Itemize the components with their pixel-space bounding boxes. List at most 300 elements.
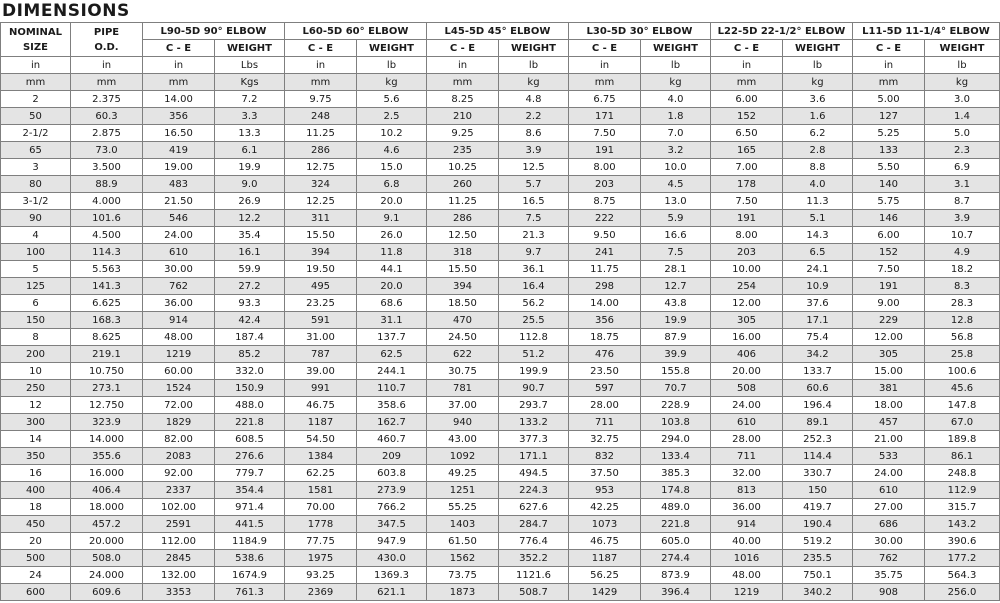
table-cell: 7.50 — [853, 261, 925, 278]
table-cell: 324 — [285, 176, 357, 193]
header-weight: WEIGHT — [215, 40, 285, 57]
table-cell: 273.1 — [71, 380, 143, 397]
table-cell: 488.0 — [215, 397, 285, 414]
table-cell: 546 — [143, 210, 215, 227]
table-cell: 8.00 — [569, 159, 641, 176]
table-cell: 9.1 — [357, 210, 427, 227]
table-cell: 1.6 — [783, 108, 853, 125]
table-cell: 2-1/2 — [1, 125, 71, 142]
table-cell: 48.00 — [143, 329, 215, 346]
table-cell: 610 — [853, 482, 925, 499]
table-cell: 162.7 — [357, 414, 427, 431]
table-cell: 766.2 — [357, 499, 427, 516]
table-cell: 1219 — [143, 346, 215, 363]
table-cell: 1121.6 — [499, 567, 569, 584]
table-cell: 60.00 — [143, 363, 215, 380]
table-cell: 190.4 — [783, 516, 853, 533]
table-cell: 12.8 — [925, 312, 1000, 329]
table-cell: 62.25 — [285, 465, 357, 482]
table-cell: 750.1 — [783, 567, 853, 584]
unit-cell: lb — [641, 57, 711, 74]
table-cell: 143.2 — [925, 516, 1000, 533]
table-cell: 686 — [853, 516, 925, 533]
table-cell: 196.4 — [783, 397, 853, 414]
table-cell: 711 — [711, 448, 783, 465]
table-cell: 23.50 — [569, 363, 641, 380]
table-cell: 203 — [569, 176, 641, 193]
table-cell: 947.9 — [357, 533, 427, 550]
unit-cell: lb — [499, 57, 569, 74]
table-cell: 6.00 — [853, 227, 925, 244]
table-cell: 2083 — [143, 448, 215, 465]
table-row — [1, 550, 1000, 567]
table-cell: 11.75 — [569, 261, 641, 278]
table-cell: 24.1 — [783, 261, 853, 278]
table-cell: 600 — [1, 584, 71, 601]
table-cell: 6.75 — [569, 91, 641, 108]
table-cell: 603.8 — [357, 465, 427, 482]
table-cell: 235 — [427, 142, 499, 159]
table-cell: 127 — [853, 108, 925, 125]
header-nominal-size-line1: NOMINAL — [8, 26, 63, 38]
table-cell: 813 — [711, 482, 783, 499]
table-cell: 16.6 — [641, 227, 711, 244]
table-cell: 4.500 — [71, 227, 143, 244]
table-cell: 318 — [427, 244, 499, 261]
table-cell: 11.25 — [427, 193, 499, 210]
table-cell: 347.5 — [357, 516, 427, 533]
table-cell: 88.9 — [71, 176, 143, 193]
table-cell: 419.7 — [783, 499, 853, 516]
table-cell: 1219 — [711, 584, 783, 601]
table-cell: 16.00 — [711, 329, 783, 346]
table-cell: 7.50 — [569, 125, 641, 142]
table-cell: 9.7 — [499, 244, 569, 261]
table-cell: 605.0 — [641, 533, 711, 550]
table-cell: 7.5 — [641, 244, 711, 261]
header-pipe-od — [71, 23, 143, 57]
table-row — [1, 210, 1000, 227]
table-cell: 44.1 — [357, 261, 427, 278]
table-cell: 27.2 — [215, 278, 285, 295]
table-cell: 21.3 — [499, 227, 569, 244]
table-row — [1, 482, 1000, 499]
table-cell: 610 — [711, 414, 783, 431]
table-cell: 538.6 — [215, 550, 285, 567]
table-cell: 24.00 — [711, 397, 783, 414]
table-cell: 62.5 — [357, 346, 427, 363]
table-cell: 7.00 — [711, 159, 783, 176]
table-cell: 36.00 — [143, 295, 215, 312]
table-cell: 10.2 — [357, 125, 427, 142]
table-cell: 209 — [357, 448, 427, 465]
table-cell: 20.0 — [357, 278, 427, 295]
table-cell: 70.7 — [641, 380, 711, 397]
table-cell: 174.8 — [641, 482, 711, 499]
table-cell: 65 — [1, 142, 71, 159]
table-cell: 42.25 — [569, 499, 641, 516]
table-cell: 100 — [1, 244, 71, 261]
table-cell: 12.7 — [641, 278, 711, 295]
table-cell: 340.2 — [783, 584, 853, 601]
table-cell: 54.50 — [285, 431, 357, 448]
table-cell: 10 — [1, 363, 71, 380]
table-cell: 56.8 — [925, 329, 1000, 346]
table-cell: 191 — [711, 210, 783, 227]
unit-cell: mm — [143, 74, 215, 91]
header-ce: C - E — [853, 40, 925, 57]
table-cell: 5.25 — [853, 125, 925, 142]
table-row — [1, 516, 1000, 533]
table-cell: 315.7 — [925, 499, 1000, 516]
table-cell: 252.3 — [783, 431, 853, 448]
table-cell: 133 — [853, 142, 925, 159]
table-cell: 519.2 — [783, 533, 853, 550]
table-cell: 286 — [427, 210, 499, 227]
table-cell: 2.2 — [499, 108, 569, 125]
table-cell: 406.4 — [71, 482, 143, 499]
table-cell: 430.0 — [357, 550, 427, 567]
table-cell: 37.50 — [569, 465, 641, 482]
table-cell: 171.1 — [499, 448, 569, 465]
table-cell: 5.0 — [925, 125, 1000, 142]
table-cell: 762 — [853, 550, 925, 567]
table-cell: 24.50 — [427, 329, 499, 346]
table-cell: 7.0 — [641, 125, 711, 142]
table-cell: 7.2 — [215, 91, 285, 108]
table-cell: 20.00 — [711, 363, 783, 380]
table-cell: 85.2 — [215, 346, 285, 363]
table-cell: 5.6 — [357, 91, 427, 108]
table-cell: 914 — [711, 516, 783, 533]
table-cell: 5.50 — [853, 159, 925, 176]
table-cell: 73.0 — [71, 142, 143, 159]
table-cell: 1016 — [711, 550, 783, 567]
table-cell: 210 — [427, 108, 499, 125]
table-cell: 908 — [853, 584, 925, 601]
table-cell: 10.25 — [427, 159, 499, 176]
table-cell: 1581 — [285, 482, 357, 499]
unit-cell: lb — [357, 57, 427, 74]
table-cell: 25.8 — [925, 346, 1000, 363]
table-row — [1, 91, 1000, 108]
table-cell: 51.2 — [499, 346, 569, 363]
table-cell: 36.00 — [711, 499, 783, 516]
unit-cell: kg — [357, 74, 427, 91]
table-cell: 4.0 — [641, 91, 711, 108]
table-cell: 971.4 — [215, 499, 285, 516]
table-cell: 1674.9 — [215, 567, 285, 584]
table-cell: 8.3 — [925, 278, 1000, 295]
table-row — [1, 431, 1000, 448]
table-row — [1, 448, 1000, 465]
table-cell: 2 — [1, 91, 71, 108]
table-cell: 1187 — [569, 550, 641, 567]
table-cell: 9.0 — [215, 176, 285, 193]
table-cell: 305 — [711, 312, 783, 329]
table-cell: 483 — [143, 176, 215, 193]
table-cell: 32.00 — [711, 465, 783, 482]
table-cell: 224.3 — [499, 482, 569, 499]
table-cell: 457 — [853, 414, 925, 431]
table-cell: 533 — [853, 448, 925, 465]
table-cell: 168.3 — [71, 312, 143, 329]
table-cell: 32.75 — [569, 431, 641, 448]
table-cell: 276.6 — [215, 448, 285, 465]
table-cell: 10.750 — [71, 363, 143, 380]
table-cell: 82.00 — [143, 431, 215, 448]
table-cell: 1384 — [285, 448, 357, 465]
table-cell: 508.7 — [499, 584, 569, 601]
table-cell: 187.4 — [215, 329, 285, 346]
table-cell: 12.25 — [285, 193, 357, 210]
table-cell: 150 — [783, 482, 853, 499]
table-cell: 137.7 — [357, 329, 427, 346]
table-cell: 24.000 — [71, 567, 143, 584]
table-cell: 14.000 — [71, 431, 143, 448]
table-cell: 221.8 — [215, 414, 285, 431]
table-cell: 394 — [427, 278, 499, 295]
table-cell: 284.7 — [499, 516, 569, 533]
table-cell: 6.8 — [357, 176, 427, 193]
table-cell: 2591 — [143, 516, 215, 533]
table-cell: 141.3 — [71, 278, 143, 295]
units-row-imperial — [1, 57, 1000, 74]
table-cell: 189.8 — [925, 431, 1000, 448]
table-cell: 248.8 — [925, 465, 1000, 482]
table-cell: 228.9 — [641, 397, 711, 414]
table-cell: 1.8 — [641, 108, 711, 125]
table-cell: 300 — [1, 414, 71, 431]
table-cell: 35.4 — [215, 227, 285, 244]
units-row-metric — [1, 74, 1000, 91]
table-cell: 72.00 — [143, 397, 215, 414]
table-cell: 50 — [1, 108, 71, 125]
table-cell: 191 — [569, 142, 641, 159]
table-cell: 114.4 — [783, 448, 853, 465]
table-cell: 77.75 — [285, 533, 357, 550]
table-cell: 298 — [569, 278, 641, 295]
table-cell: 7.50 — [711, 193, 783, 210]
table-cell: 18.50 — [427, 295, 499, 312]
table-cell: 1.4 — [925, 108, 1000, 125]
table-cell: 100.6 — [925, 363, 1000, 380]
table-cell: 609.6 — [71, 584, 143, 601]
table-cell: 60.3 — [71, 108, 143, 125]
table-cell: 13.0 — [641, 193, 711, 210]
table-cell: 355.6 — [71, 448, 143, 465]
table-cell: 28.3 — [925, 295, 1000, 312]
table-cell: 34.2 — [783, 346, 853, 363]
table-cell: 90.7 — [499, 380, 569, 397]
table-cell: 8.625 — [71, 329, 143, 346]
table-cell: 508 — [711, 380, 783, 397]
table-cell: 10.9 — [783, 278, 853, 295]
table-cell: 43.8 — [641, 295, 711, 312]
table-cell: 2.875 — [71, 125, 143, 142]
unit-cell: mm — [853, 74, 925, 91]
table-cell: 1092 — [427, 448, 499, 465]
table-cell: 55.25 — [427, 499, 499, 516]
table-cell: 4.9 — [925, 244, 1000, 261]
table-cell: 377.3 — [499, 431, 569, 448]
table-row — [1, 176, 1000, 193]
table-cell: 12.2 — [215, 210, 285, 227]
table-row — [1, 278, 1000, 295]
table-cell: 953 — [569, 482, 641, 499]
dimensions-table — [0, 22, 1000, 601]
table-cell: 352.2 — [499, 550, 569, 567]
table-cell: 110.7 — [357, 380, 427, 397]
header-weight: WEIGHT — [641, 40, 711, 57]
table-cell: 597 — [569, 380, 641, 397]
table-cell: 1778 — [285, 516, 357, 533]
unit-cell: in — [1, 57, 71, 74]
table-cell: 3 — [1, 159, 71, 176]
table-row — [1, 465, 1000, 482]
table-cell: 30.00 — [143, 261, 215, 278]
table-row — [1, 244, 1000, 261]
table-cell: 30.00 — [853, 533, 925, 550]
table-cell: 2.8 — [783, 142, 853, 159]
table-row — [1, 414, 1000, 431]
unit-cell: kg — [641, 74, 711, 91]
header-group-l45: L45-5D 45° ELBOW — [427, 23, 569, 40]
table-cell: 1975 — [285, 550, 357, 567]
table-cell: 256.0 — [925, 584, 1000, 601]
table-cell: 4.5 — [641, 176, 711, 193]
table-cell: 1369.3 — [357, 567, 427, 584]
table-cell: 112.00 — [143, 533, 215, 550]
table-cell: 2337 — [143, 482, 215, 499]
table-cell: 776.4 — [499, 533, 569, 550]
table-cell: 73.75 — [427, 567, 499, 584]
table-row — [1, 108, 1000, 125]
table-cell: 6.2 — [783, 125, 853, 142]
table-cell: 5.1 — [783, 210, 853, 227]
table-row — [1, 329, 1000, 346]
table-row — [1, 193, 1000, 210]
table-cell: 3.500 — [71, 159, 143, 176]
table-cell: 494.5 — [499, 465, 569, 482]
table-cell: 102.00 — [143, 499, 215, 516]
header-group-l22: L22-5D 22-1/2° ELBOW — [711, 23, 853, 40]
header-pipe-od-line2: O.D. — [94, 41, 119, 53]
table-cell: 20.0 — [357, 193, 427, 210]
table-cell: 31.00 — [285, 329, 357, 346]
table-cell: 219.1 — [71, 346, 143, 363]
table-cell: 3.6 — [783, 91, 853, 108]
table-cell: 11.3 — [783, 193, 853, 210]
table-cell: 8.25 — [427, 91, 499, 108]
table-cell: 627.6 — [499, 499, 569, 516]
unit-cell: in — [569, 57, 641, 74]
table-cell: 12.00 — [853, 329, 925, 346]
table-cell: 6 — [1, 295, 71, 312]
table-cell: 441.5 — [215, 516, 285, 533]
table-cell: 152 — [853, 244, 925, 261]
table-cell: 13.3 — [215, 125, 285, 142]
table-cell: 114.3 — [71, 244, 143, 261]
unit-cell: mm — [1, 74, 71, 91]
table-cell: 6.625 — [71, 295, 143, 312]
table-cell: 12.5 — [499, 159, 569, 176]
table-cell: 28.00 — [711, 431, 783, 448]
table-cell: 12 — [1, 397, 71, 414]
table-cell: 68.6 — [357, 295, 427, 312]
unit-cell: in — [711, 57, 783, 74]
table-cell: 23.25 — [285, 295, 357, 312]
table-cell: 8.6 — [499, 125, 569, 142]
table-cell: 4 — [1, 227, 71, 244]
table-cell: 24 — [1, 567, 71, 584]
table-cell: 5.563 — [71, 261, 143, 278]
table-cell: 140 — [853, 176, 925, 193]
table-cell: 112.9 — [925, 482, 1000, 499]
table-cell: 19.9 — [215, 159, 285, 176]
table-cell: 30.75 — [427, 363, 499, 380]
table-cell: 390.6 — [925, 533, 1000, 550]
table-cell: 3.9 — [499, 142, 569, 159]
table-cell: 61.50 — [427, 533, 499, 550]
table-cell: 8.00 — [711, 227, 783, 244]
table-cell: 250 — [1, 380, 71, 397]
unit-cell: in — [853, 57, 925, 74]
table-cell: 235.5 — [783, 550, 853, 567]
table-cell: 101.6 — [71, 210, 143, 227]
table-cell: 24.00 — [143, 227, 215, 244]
table-cell: 330.7 — [783, 465, 853, 482]
table-cell: 15.50 — [285, 227, 357, 244]
table-cell: 18.2 — [925, 261, 1000, 278]
table-cell: 56.2 — [499, 295, 569, 312]
table-cell: 2.375 — [71, 91, 143, 108]
table-cell: 323.9 — [71, 414, 143, 431]
table-cell: 4.8 — [499, 91, 569, 108]
table-cell: 305 — [853, 346, 925, 363]
table-cell: 385.3 — [641, 465, 711, 482]
table-cell: 2.5 — [357, 108, 427, 125]
table-cell: 35.75 — [853, 567, 925, 584]
table-cell: 19.00 — [143, 159, 215, 176]
table-cell: 11.8 — [357, 244, 427, 261]
table-cell: 9.50 — [569, 227, 641, 244]
table-cell: 46.75 — [569, 533, 641, 550]
table-cell: 25.5 — [499, 312, 569, 329]
unit-cell: in — [427, 57, 499, 74]
table-row — [1, 499, 1000, 516]
table-cell: 147.8 — [925, 397, 1000, 414]
table-cell: 8.75 — [569, 193, 641, 210]
table-cell: 26.0 — [357, 227, 427, 244]
table-cell: 12.75 — [285, 159, 357, 176]
table-cell: 2369 — [285, 584, 357, 601]
table-cell: 608.5 — [215, 431, 285, 448]
table-cell: 489.0 — [641, 499, 711, 516]
table-cell: 17.1 — [783, 312, 853, 329]
table-cell: 45.6 — [925, 380, 1000, 397]
table-cell: 43.00 — [427, 431, 499, 448]
table-cell: 406 — [711, 346, 783, 363]
table-cell: 60.6 — [783, 380, 853, 397]
table-cell: 31.1 — [357, 312, 427, 329]
table-cell: 6.1 — [215, 142, 285, 159]
table-cell: 1829 — [143, 414, 215, 431]
table-cell: 28.00 — [569, 397, 641, 414]
table-cell: 133.4 — [641, 448, 711, 465]
table-cell: 93.25 — [285, 567, 357, 584]
table-row — [1, 159, 1000, 176]
